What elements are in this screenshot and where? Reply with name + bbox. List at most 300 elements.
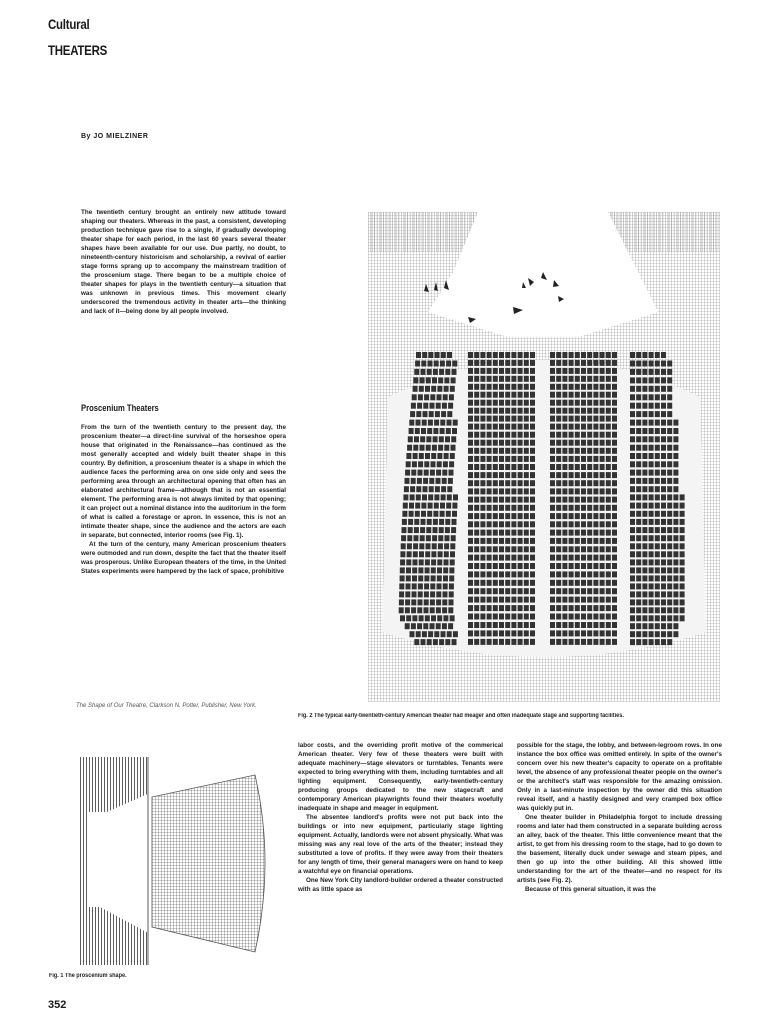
seat (480, 376, 485, 382)
seat (505, 416, 510, 422)
seat (505, 472, 510, 478)
seat (480, 472, 485, 478)
seat (418, 394, 423, 400)
seat (680, 599, 685, 605)
seat (452, 503, 457, 509)
seat (511, 448, 516, 454)
seat (630, 470, 635, 476)
seat (655, 411, 660, 417)
seat (655, 369, 660, 375)
seat (453, 631, 458, 637)
seat (505, 597, 510, 603)
intro-text: The twentieth century brought an entirely new attitude toward shaping our theaters. Whereas in the past, a consistent, developing production technique gave rise to a single, if gradually developing theater shape for each period, in the last 60 years several theater shapes have been available for our use. Due partly, no doubt, to nineteenth-century historicism and scholarship, a revival of earlier stage forms sprang up to accompany the mainstream tradition of the proscenium stage. There began to be a multiple choice of theater shapes for plays in the twentieth century—a situation that was unknown in previous times. This movement clearly underscored the tremendous activity in theater arts—the thinking and lack of it—being done by all people involved. (81, 209, 286, 315)
seat (593, 408, 598, 414)
seat (550, 424, 555, 430)
seat (418, 567, 423, 573)
seat (600, 400, 605, 406)
seat (655, 428, 660, 434)
seat (425, 567, 430, 573)
seat (680, 494, 685, 500)
seat (673, 551, 678, 557)
seat (612, 614, 617, 620)
seat (673, 519, 678, 525)
seat (569, 352, 574, 358)
seat (587, 440, 592, 446)
seat (411, 403, 416, 409)
seat (575, 614, 580, 620)
seat (587, 416, 592, 422)
seat (493, 384, 498, 390)
seat (493, 580, 498, 586)
seat (530, 472, 535, 478)
seat (655, 623, 660, 629)
seat (630, 394, 635, 400)
seat (562, 588, 567, 594)
seat (612, 588, 617, 594)
seat (600, 360, 605, 366)
seat (642, 527, 647, 533)
seat (530, 588, 535, 594)
seat (593, 513, 598, 519)
seat (518, 622, 523, 628)
seat (600, 571, 605, 577)
seat (550, 588, 555, 594)
seat (447, 486, 452, 492)
seat (600, 538, 605, 544)
auditorium-grid (152, 775, 265, 952)
seat (661, 403, 666, 409)
seat (487, 352, 492, 358)
seat (575, 416, 580, 422)
seat (493, 352, 498, 358)
seat (661, 567, 666, 573)
seat (593, 448, 598, 454)
seat (487, 555, 492, 561)
seat (636, 575, 641, 581)
seat (575, 563, 580, 569)
seat (530, 360, 535, 366)
seat (421, 503, 426, 509)
seat (600, 505, 605, 511)
seat (655, 436, 660, 442)
seat (530, 622, 535, 628)
seat (505, 521, 510, 527)
seat (642, 631, 647, 637)
seat (411, 599, 416, 605)
seat (667, 369, 672, 375)
seat (673, 461, 678, 467)
seat (569, 440, 574, 446)
seat (420, 436, 425, 442)
seat (511, 352, 516, 358)
seat (680, 615, 685, 621)
seat (400, 567, 405, 573)
seat (474, 384, 479, 390)
seat (480, 352, 485, 358)
seat (649, 369, 654, 375)
seat (667, 599, 672, 605)
seat (499, 513, 504, 519)
seat (448, 403, 453, 409)
seat (480, 464, 485, 470)
seat (667, 361, 672, 367)
seat (416, 494, 421, 500)
seat (444, 551, 449, 557)
seat (569, 588, 574, 594)
seat (406, 453, 411, 459)
seat (606, 360, 611, 366)
seat (487, 424, 492, 430)
seat (673, 607, 678, 613)
seat (451, 436, 456, 442)
seat (642, 551, 647, 557)
seat (562, 488, 567, 494)
seat (412, 394, 417, 400)
seat (424, 591, 429, 597)
seat (487, 546, 492, 552)
seat (530, 530, 535, 536)
seat (556, 440, 561, 446)
seat (649, 511, 654, 517)
seat (511, 563, 516, 569)
seat (575, 505, 580, 511)
seat (661, 470, 666, 476)
seat (630, 559, 635, 565)
seat (511, 384, 516, 390)
seat (493, 432, 498, 438)
seat (655, 583, 660, 589)
seat (499, 448, 504, 454)
seat (449, 567, 454, 573)
seat (499, 555, 504, 561)
seat (569, 505, 574, 511)
seat (612, 392, 617, 398)
seat (642, 511, 647, 517)
seat (434, 494, 439, 500)
seat (667, 551, 672, 557)
seat (449, 591, 454, 597)
seat (426, 436, 431, 442)
seat (474, 456, 479, 462)
seat (450, 453, 455, 459)
seat (655, 591, 660, 597)
seat (405, 470, 410, 476)
seat (480, 480, 485, 486)
seat (413, 559, 418, 565)
seat (468, 622, 473, 628)
seat (530, 480, 535, 486)
seat (423, 411, 428, 417)
seat (649, 461, 654, 467)
seat (436, 478, 441, 484)
seat (499, 480, 504, 486)
seat (499, 392, 504, 398)
seat (606, 588, 611, 594)
seat (417, 478, 422, 484)
seat (518, 352, 523, 358)
seat (593, 530, 598, 536)
seat (649, 428, 654, 434)
seat (480, 614, 485, 620)
seat (556, 588, 561, 594)
seat (569, 480, 574, 486)
seat (673, 559, 678, 565)
seat (581, 400, 586, 406)
seat (449, 461, 454, 467)
seat (673, 486, 678, 492)
seat (649, 519, 654, 525)
seat (487, 497, 492, 503)
seat (437, 453, 442, 459)
seat (556, 360, 561, 366)
seat (402, 527, 407, 533)
seat (474, 563, 479, 569)
seat (511, 360, 516, 366)
seat (474, 538, 479, 544)
seat (550, 472, 555, 478)
seat (581, 497, 586, 503)
seat (406, 615, 411, 621)
seat (550, 497, 555, 503)
seat (556, 538, 561, 544)
seat (524, 614, 529, 620)
seat (505, 464, 510, 470)
seat (569, 563, 574, 569)
seat (518, 400, 523, 406)
seat (480, 563, 485, 569)
seat (505, 488, 510, 494)
seat (499, 376, 504, 382)
seat (587, 546, 592, 552)
seat (417, 623, 422, 629)
seat (425, 559, 430, 565)
section-label: Cultural (48, 16, 90, 32)
seat (431, 615, 436, 621)
seat (436, 591, 441, 597)
seat (518, 555, 523, 561)
seat (562, 384, 567, 390)
seat (593, 368, 598, 374)
seat (524, 448, 529, 454)
seat (667, 445, 672, 451)
seat (524, 630, 529, 636)
seat (530, 614, 535, 620)
seat (418, 575, 423, 581)
seat (474, 513, 479, 519)
seat (606, 521, 611, 527)
seat (673, 494, 678, 500)
seat (518, 488, 523, 494)
seat (505, 480, 510, 486)
seat (480, 384, 485, 390)
seat (593, 480, 598, 486)
seat (581, 392, 586, 398)
seat (600, 639, 605, 645)
seat (399, 607, 404, 613)
seat (550, 513, 555, 519)
seat (493, 424, 498, 430)
seat (636, 377, 641, 383)
seat (468, 424, 473, 430)
seat (428, 420, 433, 426)
seat (600, 622, 605, 628)
seat (587, 630, 592, 636)
seat (493, 408, 498, 414)
seat (499, 408, 504, 414)
seat (468, 480, 473, 486)
seat (518, 360, 523, 366)
seat (421, 511, 426, 517)
seat (642, 377, 647, 383)
seat (636, 503, 641, 509)
seat (667, 519, 672, 525)
seat (550, 563, 555, 569)
seat (612, 360, 617, 366)
seat (474, 530, 479, 536)
seat (600, 480, 605, 486)
seat (518, 440, 523, 446)
seat (444, 559, 449, 565)
paragraph: From the turn of the twentieth century to the present day, the proscenium theater—a direct-line survival of the horseshoe opera house that originated in the Renaissance—has continued as the most generally accepted and widely built theater shape in this country. By definition, a proscenium theater is a shape in which the audience faces the performing area on one side only and sees the performing area through an architectural opening that often has an elaborated architectural frame—although that is not an essential element. The performing area is not always limited by that opening; it can project out a nominal distance into the auditorium in the form of what is called a forestage or apron. In essence, this is not an intimate theater shape, since the audience and the actors are each in separate, but connected, interior rooms (see Fig. 1). (81, 424, 286, 539)
seat (530, 384, 535, 390)
seat (499, 488, 504, 494)
seat (550, 464, 555, 470)
seat (600, 472, 605, 478)
seat (441, 411, 446, 417)
seat (518, 497, 523, 503)
seat (450, 615, 455, 621)
seat (400, 575, 405, 581)
seat (562, 597, 567, 603)
seat (518, 408, 523, 414)
seat (562, 352, 567, 358)
seat (636, 411, 641, 417)
seat (440, 361, 445, 367)
seat (530, 597, 535, 603)
seat (511, 630, 516, 636)
seat (480, 639, 485, 645)
seat (630, 543, 635, 549)
seat (413, 377, 418, 383)
seat (480, 571, 485, 577)
seat (642, 386, 647, 392)
seat (575, 424, 580, 430)
seat (524, 432, 529, 438)
seat (438, 377, 443, 383)
seat (511, 368, 516, 374)
seat (673, 445, 678, 451)
seat (436, 607, 441, 613)
seat (655, 599, 660, 605)
seat (655, 575, 660, 581)
seat (511, 580, 516, 586)
seat (505, 497, 510, 503)
seat (424, 583, 429, 589)
seat (562, 571, 567, 577)
seat (493, 368, 498, 374)
seat (550, 505, 555, 511)
seat (667, 394, 672, 400)
seat (414, 519, 419, 525)
seat (630, 352, 635, 358)
seat (649, 377, 654, 383)
seat (499, 416, 504, 422)
seat (556, 408, 561, 414)
seat (468, 400, 473, 406)
seat (518, 546, 523, 552)
seat (511, 605, 516, 611)
seat (575, 376, 580, 382)
seat (562, 456, 567, 462)
seat (655, 631, 660, 637)
seat (468, 563, 473, 569)
seat (593, 384, 598, 390)
seat (418, 470, 423, 476)
seat (673, 420, 678, 426)
seat (499, 384, 504, 390)
seat (419, 551, 424, 557)
seat (425, 386, 430, 392)
seat (429, 486, 434, 492)
seat (581, 605, 586, 611)
seat (422, 352, 427, 358)
seat (487, 472, 492, 478)
seat (581, 530, 586, 536)
seat (524, 376, 529, 382)
seat (493, 480, 498, 486)
seat (511, 400, 516, 406)
seat (480, 580, 485, 586)
seat (562, 497, 567, 503)
seat (575, 368, 580, 374)
seat (435, 411, 440, 417)
seat (606, 416, 611, 422)
seat (430, 403, 435, 409)
seat (426, 445, 431, 451)
seat (487, 538, 492, 544)
seat (451, 377, 456, 383)
seat (587, 580, 592, 586)
seat (410, 494, 415, 500)
seat (403, 503, 408, 509)
seat (474, 424, 479, 430)
seat (630, 519, 635, 525)
seat (474, 376, 479, 382)
seat (630, 535, 635, 541)
seat (530, 368, 535, 374)
seat (562, 605, 567, 611)
seat (505, 352, 510, 358)
seat (419, 543, 424, 549)
seat (493, 400, 498, 406)
seat (499, 368, 504, 374)
seat (581, 480, 586, 486)
seat (524, 352, 529, 358)
seat (436, 403, 441, 409)
seat (636, 511, 641, 517)
seat (511, 521, 516, 527)
seat (581, 432, 586, 438)
seat (468, 488, 473, 494)
seat (426, 527, 431, 533)
seat (524, 360, 529, 366)
seat (569, 400, 574, 406)
seat (581, 546, 586, 552)
seat (445, 527, 450, 533)
seat (437, 559, 442, 565)
seat (587, 472, 592, 478)
seat (575, 580, 580, 586)
